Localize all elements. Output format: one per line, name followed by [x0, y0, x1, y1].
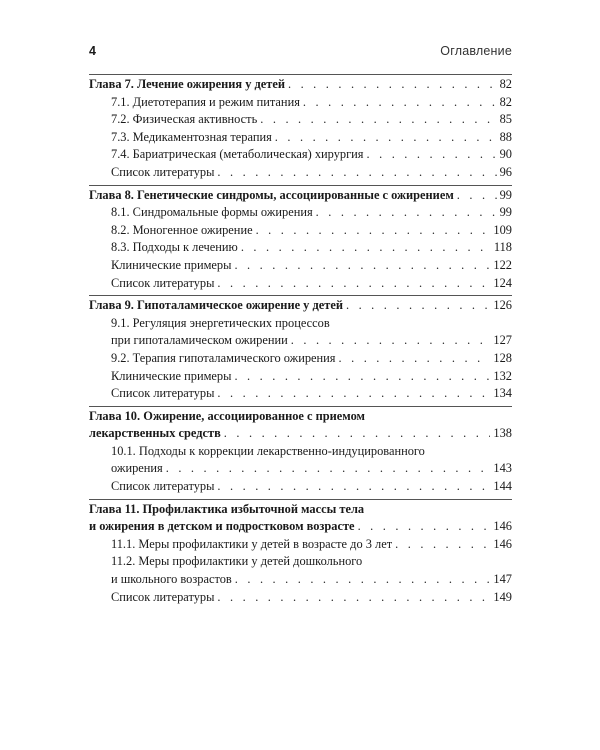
toc-entry-title: 9.1. Регуляция энергетических процессов: [111, 315, 330, 330]
dot-leader: [288, 76, 497, 94]
dot-leader: [217, 589, 490, 607]
toc-page-number: 88: [499, 129, 512, 144]
dot-leader: [367, 146, 497, 164]
toc-entry-title: Глава 7. Лечение ожирения у детей: [89, 77, 285, 91]
toc-section-entry[interactable]: [89, 589, 512, 607]
toc-section-entry[interactable]: [89, 315, 512, 333]
dot-leader: [457, 187, 497, 205]
toc-page-number: 127: [493, 333, 512, 348]
dot-leader: [234, 257, 490, 275]
toc-entry-title: Глава 10. Ожирение, ассоциированное с приемом: [89, 408, 365, 423]
toc-section-entry[interactable]: [89, 350, 512, 368]
dot-leader: [303, 94, 497, 112]
toc-section-entry[interactable]: [89, 204, 512, 222]
toc-page-number: 128: [493, 350, 512, 365]
toc-entry-title: 7.2. Физическая активность: [111, 112, 258, 127]
toc-entry-title: 9.2. Терапия гипоталамического ожирения: [111, 350, 336, 365]
dot-leader: [217, 164, 496, 182]
toc-section-entry[interactable]: [89, 443, 512, 461]
toc-section-entry[interactable]: [89, 164, 512, 182]
dot-leader: [235, 571, 491, 589]
page-number: 4: [89, 44, 96, 58]
toc-page-number: 109: [493, 222, 512, 237]
toc-section-entry[interactable]: [89, 332, 512, 350]
toc-section-entry[interactable]: [89, 222, 512, 240]
toc-page-number: 99: [499, 205, 512, 220]
dot-leader: [217, 275, 490, 293]
dot-leader: [241, 239, 491, 257]
toc-chapter-entry[interactable]: [89, 408, 512, 426]
dot-leader: [346, 297, 490, 315]
toc-page-number: 82: [499, 94, 512, 109]
toc-entry-title: и ожирения в детском и подростковом возрасте: [89, 519, 355, 534]
toc-chapter-entry[interactable]: [89, 518, 512, 536]
toc-page-number: 90: [499, 147, 512, 162]
toc-section-entry[interactable]: [89, 111, 512, 129]
dot-leader: [217, 478, 490, 496]
toc-page-number: 118: [493, 240, 512, 255]
toc-page-number: 146: [493, 536, 512, 551]
toc-entry-title: Глава 11. Профилактика избыточной массы тела: [89, 501, 365, 516]
toc-chapter-entry[interactable]: [89, 297, 512, 315]
toc-section-entry[interactable]: [89, 129, 512, 147]
toc-section-entry[interactable]: [89, 478, 512, 496]
toc-chapter-entry[interactable]: [89, 501, 512, 519]
toc-section-entry[interactable]: [89, 571, 512, 589]
toc-page-number: 124: [493, 275, 512, 290]
toc-entry-title: при гипоталамическом ожирении: [111, 333, 288, 348]
toc-entry-title: 7.4. Бариатрическая (метаболическая) хирургия: [111, 147, 364, 162]
toc-entry-title: Список литературы: [111, 164, 215, 179]
toc-page-number: 126: [493, 298, 512, 313]
toc-entry-title: Список литературы: [111, 275, 215, 290]
dot-leader: [224, 425, 491, 443]
toc-entry-title: Клинические примеры: [111, 368, 232, 383]
toc-section-entry[interactable]: [89, 239, 512, 257]
toc-section-entry[interactable]: [89, 146, 512, 164]
toc-page-number: 82: [499, 77, 512, 91]
toc-page-number: 147: [493, 572, 512, 587]
toc-entry-title: 11.2. Меры профилактики у детей дошкольного: [111, 554, 363, 569]
toc-page-number: 122: [493, 257, 512, 272]
toc-chapter-entry[interactable]: [89, 187, 512, 205]
toc-page-number: 99: [499, 187, 512, 202]
toc-entry-title: Список литературы: [111, 589, 215, 604]
dot-leader: [316, 204, 497, 222]
toc-page-number: 149: [493, 589, 512, 604]
toc-entry-title: 11.1. Меры профилактики у детей в возрасте до 3 лет: [111, 536, 393, 551]
dot-leader: [395, 536, 490, 554]
toc-page-number: 85: [499, 112, 512, 127]
toc-chapter-block: [89, 295, 512, 406]
toc-section-entry[interactable]: [89, 257, 512, 275]
toc-section-entry[interactable]: [89, 385, 512, 403]
toc-chapter-block: [89, 406, 512, 499]
toc-page-number: 144: [493, 479, 512, 494]
toc-chapter-entry[interactable]: [89, 425, 512, 443]
toc-entry-title: 10.1. Подходы к коррекции лекарственно-индуцированного: [111, 443, 425, 458]
table-of-contents: [89, 74, 512, 609]
toc-chapter-block: [89, 74, 512, 185]
toc-entry-title: и школьного возрастов: [111, 572, 232, 587]
toc-entry-title: 8.2. Моногенное ожирение: [111, 222, 253, 237]
toc-chapter-block: [89, 499, 512, 610]
dot-leader: [256, 222, 491, 240]
toc-page-number: 138: [493, 426, 512, 441]
toc-section-entry[interactable]: [89, 553, 512, 571]
dot-leader: [166, 460, 491, 478]
toc-entry-title: Глава 8. Генетические синдромы, ассоциированные с ожирением: [89, 187, 454, 202]
toc-entry-title: 8.3. Подходы к лечению: [111, 240, 238, 255]
toc-entry-title: Список литературы: [111, 386, 215, 401]
toc-section-entry[interactable]: [89, 94, 512, 112]
page-header: [89, 44, 512, 64]
toc-entry-title: Список литературы: [111, 479, 215, 494]
toc-page-number: 134: [493, 386, 512, 401]
dot-leader: [358, 518, 491, 536]
toc-entry-title: ожирения: [111, 461, 163, 476]
toc-page-number: 132: [493, 368, 512, 383]
dot-leader: [275, 129, 497, 147]
dot-leader: [217, 385, 490, 403]
toc-page-number: 96: [499, 164, 512, 179]
toc-entry-title: лекарственных средств: [89, 426, 221, 441]
toc-page-number: 143: [493, 461, 512, 476]
toc-section-entry[interactable]: [89, 275, 512, 293]
dot-leader: [291, 332, 491, 350]
toc-chapter-entry[interactable]: [89, 76, 512, 94]
toc-chapter-block: [89, 185, 512, 296]
toc-entry-title: Глава 9. Гипоталамическое ожирение у детей: [89, 298, 343, 313]
dot-leader: [234, 368, 490, 386]
dot-leader: [339, 350, 491, 368]
toc-entry-title: Клинические примеры: [111, 257, 232, 272]
running-title: Оглавление: [440, 44, 512, 58]
dot-leader: [260, 111, 496, 129]
toc-entry-title: 8.1. Синдромальные формы ожирения: [111, 205, 313, 220]
toc-entry-title: 7.3. Медикаментозная терапия: [111, 129, 272, 144]
toc-section-entry[interactable]: [89, 460, 512, 478]
toc-section-entry[interactable]: [89, 536, 512, 554]
toc-section-entry[interactable]: [89, 368, 512, 386]
toc-page-number: 146: [493, 519, 512, 534]
toc-entry-title: 7.1. Диетотерапия и режим питания: [111, 94, 300, 109]
